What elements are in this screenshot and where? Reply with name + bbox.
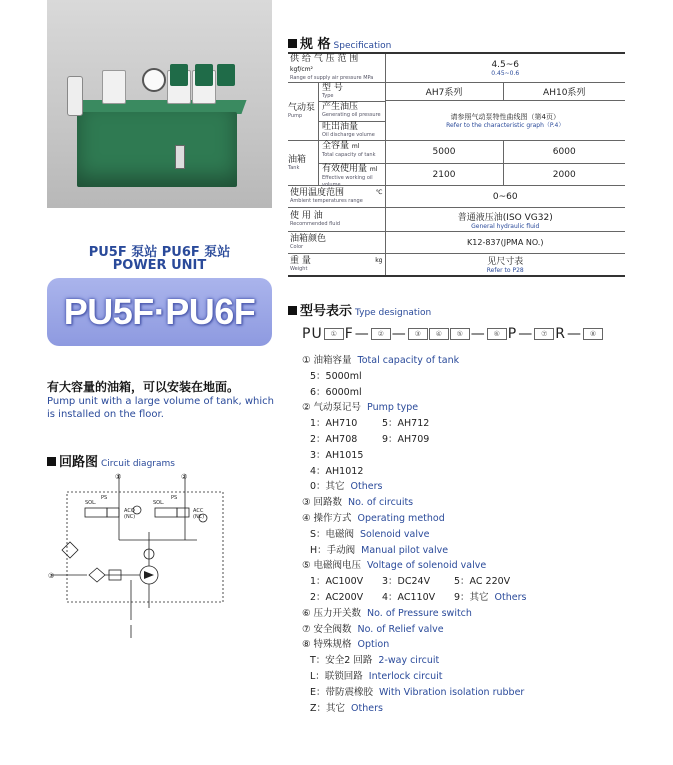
type-list-item: 5：5000ml <box>310 370 362 382</box>
code-slot: ① <box>324 328 344 340</box>
subtitle-cn: PU5F 泵站 PU6F 泵站 <box>88 245 231 260</box>
circuit-port-label: ① <box>115 473 122 481</box>
type-heading: 型号表示 Type designation <box>288 300 431 319</box>
solenoid-coil <box>217 64 235 86</box>
code-slot: ⑤ <box>450 328 470 340</box>
circuit-heading: 回路图 Circuit diagrams <box>47 451 175 470</box>
circuit-label: (NC) <box>193 514 205 520</box>
description-en: Pump unit with a large volume of tank, which is installed on the floor. <box>47 396 274 420</box>
circuit-label: (NC) <box>124 514 136 520</box>
square-bullet-icon <box>47 457 56 466</box>
type-list-item: ④ 操作方式 Operating method <box>302 512 445 524</box>
type-list-item: T：安全2 回路 2-way circuit <box>310 655 440 667</box>
square-bullet-icon <box>288 306 297 315</box>
spec-row: 供 给 气 压 范 围 kgf/cm² Range of supply air pressure MPa 4.5~6 0.45~0.6 <box>288 53 625 83</box>
type-list-item: 1：AC100V 3：DC24V 5：AC 220V <box>310 576 511 588</box>
circuit-port-label: ③ <box>48 572 55 580</box>
type-list-item: 4：AH1012 <box>310 465 364 477</box>
spec-row: 重 量 kg Weight 见尺寸表 Refer to P28 <box>288 254 625 276</box>
code-slot: ⑦ <box>534 328 554 340</box>
code-char: — <box>518 326 534 342</box>
type-code <box>302 326 603 342</box>
circuit-label: ACO <box>124 508 135 514</box>
type-list-item: ① 油箱容量 Total capacity of tank <box>302 355 460 366</box>
code-char: — <box>391 326 407 342</box>
code-slot: ⑥ <box>487 328 507 340</box>
spec-row: 使用温度范围 ℃ Ambient temperatures range 0~60 <box>288 186 625 208</box>
circuit-label: PS <box>171 495 178 501</box>
circuit-label: SOL. <box>153 500 165 506</box>
subtitle-en: POWER UNIT <box>112 258 207 273</box>
circuit-diagram <box>47 470 227 640</box>
type-list-item: ⑦ 安全阀数 No. of Relief valve <box>302 623 444 635</box>
code-char: R <box>555 326 566 342</box>
code-slot: ④ <box>429 328 449 340</box>
type-list-item: E：带防震橡胶 With Vibration isolation rubber <box>310 686 525 698</box>
code-slot: ③ <box>408 328 428 340</box>
type-list-item: L：联锁回路 Interlock circuit <box>310 670 443 682</box>
type-list-item: 6：6000ml <box>310 386 362 398</box>
model-banner <box>47 278 272 346</box>
type-list-item: ⑤ 电磁阀电压 Voltage of solenoid valve <box>302 560 487 572</box>
spec-row: 气动泵 Pump 型 号 Type 产生油压 Generating oil pressure 吐出油量 Oil discharge volume AH7系列 AH10系列 <box>288 83 625 101</box>
spec-heading: 规 格 Specification <box>288 33 391 52</box>
circuit-label: PS <box>101 495 108 501</box>
code-char: P <box>507 326 518 342</box>
solenoid-coil <box>170 64 188 86</box>
description-cn: 有大容量的油箱，可以安装在地面。 <box>47 380 240 394</box>
banner-text: PU5F·PU6F <box>63 291 256 332</box>
code-slot: ② <box>371 328 391 340</box>
type-list-item: S：电磁阀 Solenoid valve <box>310 528 430 540</box>
air-filter <box>67 76 83 116</box>
type-list-item: ③ 回路数 No. of circuits <box>302 497 414 509</box>
type-list-item: Z：其它 Others <box>310 702 383 714</box>
code-char: — <box>354 326 370 342</box>
type-list <box>302 353 526 716</box>
spec-row: 2100 2000 <box>288 164 625 186</box>
spec-row: 使 用 油 Recommended fluid 普通液压油(ISO VG32) General hydraulic fluid <box>288 208 625 232</box>
tank-body <box>77 112 237 187</box>
spec-table <box>288 52 625 277</box>
type-list-item: 2：AH708 9：AH709 <box>310 433 430 445</box>
circuit-label: ACC <box>193 508 204 514</box>
type-list-item: 1：AH710 5：AH712 <box>310 418 430 430</box>
type-list-item: ⑧ 特殊规格 Option <box>302 639 390 651</box>
code-char: — <box>470 326 486 342</box>
type-list-item: 2：AC200V 4：AC110V 9：其它 Others <box>310 591 527 603</box>
pressure-gauge-icon <box>142 68 166 92</box>
spec-row: 请参照气动泵特性曲线图（第4页） Refer to the characteristic graph（P.4） <box>288 101 625 123</box>
code-char: — <box>566 326 582 342</box>
type-list-item: ⑥ 压力开关数 No. of Pressure switch <box>302 607 472 619</box>
solenoid-coil <box>195 64 213 86</box>
product-photo <box>47 0 272 208</box>
type-list-item: 3：AH1015 <box>310 449 364 461</box>
circuit-port-label: ② <box>181 473 188 481</box>
type-list-item: 0：其它 Others <box>310 481 383 493</box>
type-list-item: H：手动阀 Manual pilot valve <box>310 544 449 556</box>
square-bullet-icon <box>288 39 297 48</box>
spec-row: 油箱颜色 Color K12-837(JPMA NO.) <box>288 232 625 254</box>
code-char: PU <box>302 326 323 342</box>
circuit-label: SOL. <box>85 500 97 506</box>
code-slot: ⑧ <box>583 328 603 340</box>
valve <box>102 70 126 104</box>
type-list-item: ② 气动泵记号 Pump type <box>302 402 419 414</box>
oil-level-gauge <box>175 145 185 169</box>
code-char: F <box>344 326 354 342</box>
spec-row: 油箱 Tank 全容量 ml Total capacity of tank 有效使用量 ml Effective working oil volume 5000 6000 <box>288 141 625 164</box>
